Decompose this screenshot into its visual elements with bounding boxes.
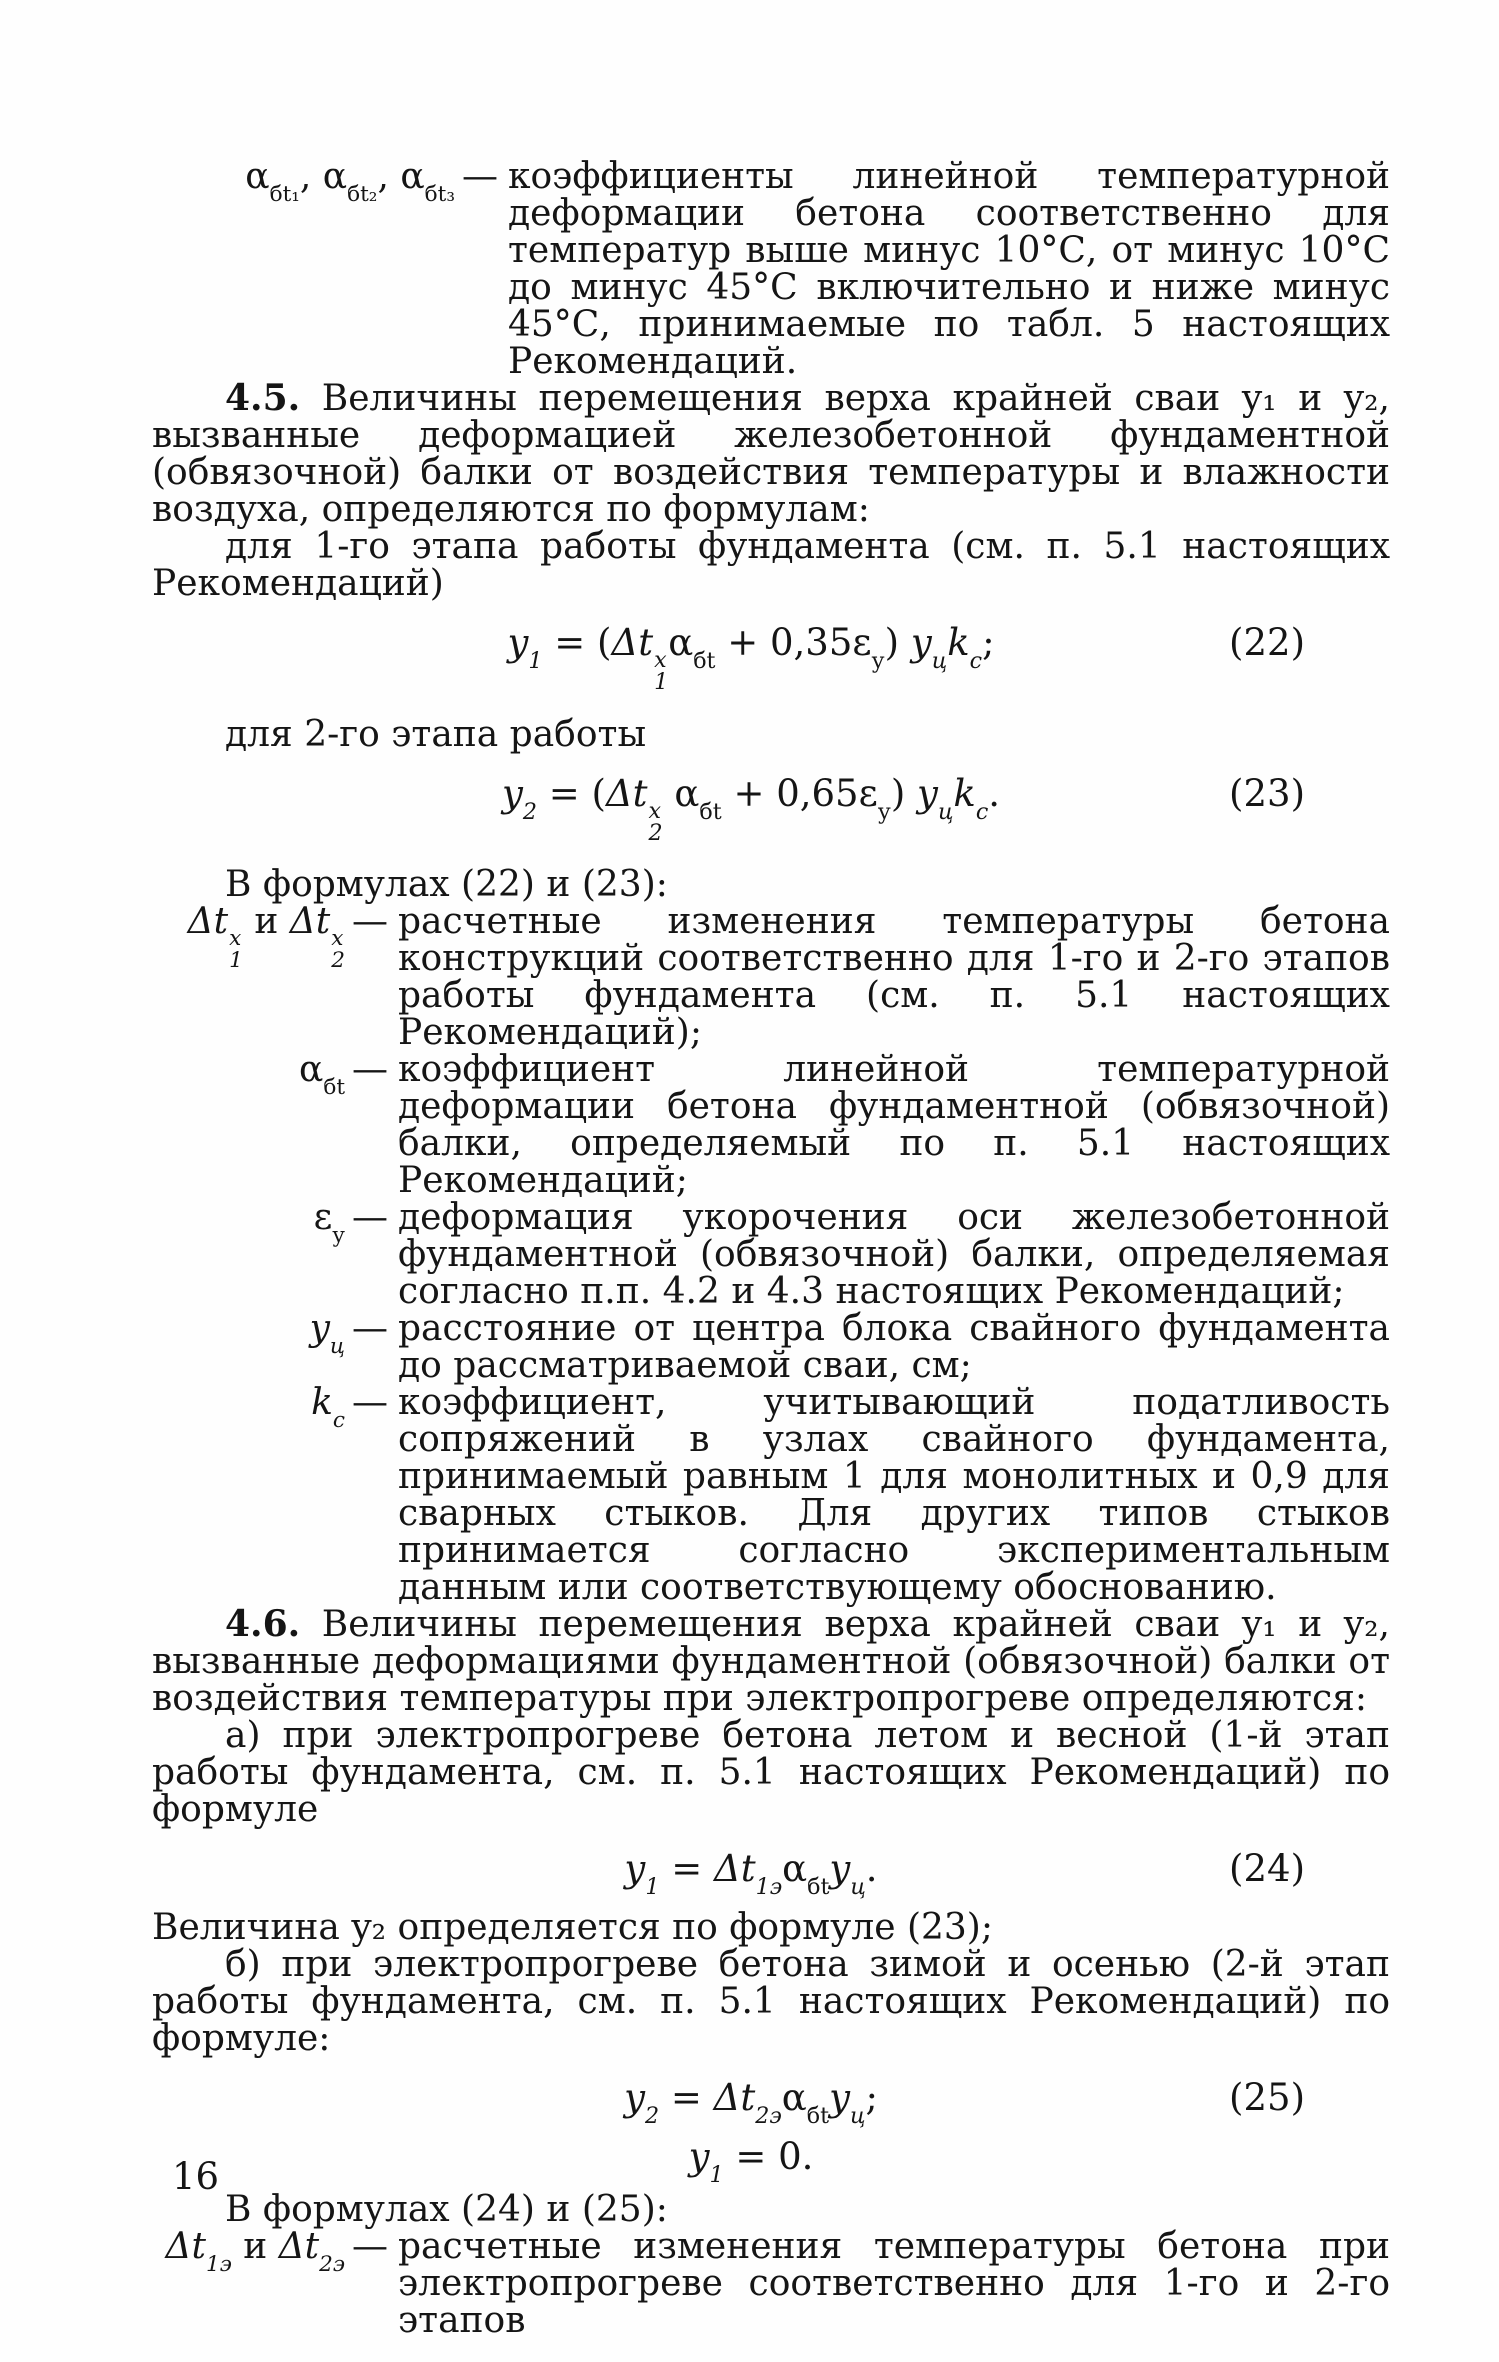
equation-number-23: (23) [1229, 771, 1305, 815]
definition-y-ts [112, 1308, 1390, 1387]
section-number-4-5: 4.5. [225, 377, 301, 419]
definition-dash: — [352, 2226, 388, 2268]
definition-term: $y_ц$ [309, 1308, 345, 1360]
formula-25-row [112, 2076, 1390, 2130]
formula-24: $y_1 = \Delta t_{1э}\alpha_{бt}y_ц$. [624, 1847, 878, 1901]
definition-body: коэффициент линейной температурной деформации бетона фундаментной (обвязочной) балки, определяемый по п. 5.1 настоящих Рекомендаций; [398, 1049, 1390, 1202]
definition-term: $\Delta t_{1э}$ и $\Delta t_{2э}$ [165, 2226, 345, 2278]
formula-24-row [112, 1847, 1390, 1901]
formula-23: $y_2 = (\Delta t$ x 2 $\alpha_{бt} + 0,65\varepsilon_у$) $y_цk_с$. [501, 771, 1001, 847]
definition-body: расчетные изменения температуры бетона при электропрогреве соответственно для 1-го и 2-го этапов [398, 2226, 1390, 2342]
formula-22: $y_1 = (\Delta t$ x 1 $\alpha_{бt} + 0,35\varepsilon_у$) $y_цk_с$; [507, 621, 995, 696]
paragraph-4-6-text: Величины перемещения верха крайней сваи y₁ и y₂, вызванные деформациями фундаментной (обвязочной) балки от воздействия температуры при электропрогреве определяются: [152, 1604, 1390, 1720]
equation-number-25: (25) [1229, 2076, 1305, 2120]
definition-dash: — [352, 1049, 388, 1091]
definition-body: коэффициент, учитывающий податливость сопряжений в узлах свайного фундамента, принимаемый равным 1 для монолитных и 0,9 для сварных стыков. Для других типов стыков принимается согласно экспериментальным данным или соответствующему обоснованию. [398, 1382, 1390, 1609]
definition-dash: — [352, 1382, 388, 1424]
in-formulas-22-23: В формулах (22) и (23): [225, 864, 668, 906]
definition-term: $\varepsilon_у$ [313, 1197, 345, 1249]
formula-22-row [112, 621, 1390, 696]
formula-y1-zero: $y_1 = 0$. [688, 2135, 814, 2189]
definition-term: Δt x 1 и Δt x 2 [187, 901, 345, 973]
definition-alpha-bt123 [112, 158, 1390, 380]
definition-alpha-bt [112, 1049, 1390, 1202]
definition-dash: — [352, 1308, 388, 1350]
definition-dash: — [352, 1197, 388, 1239]
definition-term: $\alpha_{бt_1}$, $\alpha_{бt_2}$, $\alpha_{бt_3}$ [245, 156, 455, 207]
definition-term: $\alpha_{бt}$ [299, 1049, 345, 1101]
page-number: 16 [172, 2155, 220, 2198]
definition-body: расчетные изменения температуры бетона конструкций соответственно для 1-го и 2-го этапов работы фундамента (см. п. 5.1 настоящих Рекомендаций); [398, 901, 1390, 1054]
paragraph-4-5 [152, 377, 1390, 530]
definition-dash: — [462, 156, 498, 197]
definition-dt-x [112, 901, 1390, 1054]
formula-23-row [112, 771, 1390, 847]
definition-epsilon-u [112, 1197, 1390, 1313]
definition-body: коэффициенты линейной температурной деформации бетона соответственно для температур выше минус 10°С, от минус 10°С до минус 45°С включительно и ниже минус 45°С, принимаемые по табл. 5 настоящих Рекомендаций. [508, 156, 1390, 382]
definition-k-s [112, 1382, 1390, 1609]
in-formulas-24-25: В формулах (24) и (25): [225, 2189, 668, 2231]
item-b: б) при электропрогреве бетона зимой и осенью (2-й этап работы фундамента, см. п. 5.1 настоящих Рекомендаций) по формуле: [152, 1944, 1390, 2060]
definition-body: деформация укорочения оси железобетонной фундаментной (обвязочной) балки, определяемая согласно п.п. 4.2 и 4.3 настоящих Рекомендаций; [398, 1197, 1390, 1313]
definition-dt-e [112, 2226, 1390, 2342]
section-number-4-6: 4.6. [225, 1603, 301, 1646]
item-a: а) при электропрогреве бетона летом и весной (1-й этап работы фундамента, см. п. 5.1 настоящих Рекомендаций) по формуле [152, 1715, 1390, 1831]
equation-number-22: (22) [1229, 621, 1305, 664]
formula-25: $y_2 = \Delta t_{2э}\alpha_{бt}y_ц$; [624, 2076, 878, 2130]
stage2-intro: для 2-го этапа работы [225, 713, 647, 755]
y2-note: Величина y₂ определяется по формуле (23); [152, 1907, 993, 1949]
paragraph-4-6 [152, 1603, 1390, 1720]
definition-term: $k_с$ [311, 1382, 345, 1434]
stage1-intro: для 1-го этапа работы фундамента (см. п. 5.1 настоящих Рекомендаций) [152, 526, 1390, 604]
equation-number-24: (24) [1229, 1847, 1305, 1891]
paragraph-4-5-text: Величины перемещения верха крайней сваи y₁ и y₂, вызванные деформацией железобетонной фундаментной (обвязочной) балки от воздействия температуры и влажности воздуха, определяются по формулам: [152, 378, 1390, 530]
definition-dash: — [352, 901, 388, 943]
definition-body: расстояние от центра блока свайного фундамента до рассматриваемой сваи, см; [398, 1308, 1390, 1387]
page-content [112, 156, 1390, 2342]
